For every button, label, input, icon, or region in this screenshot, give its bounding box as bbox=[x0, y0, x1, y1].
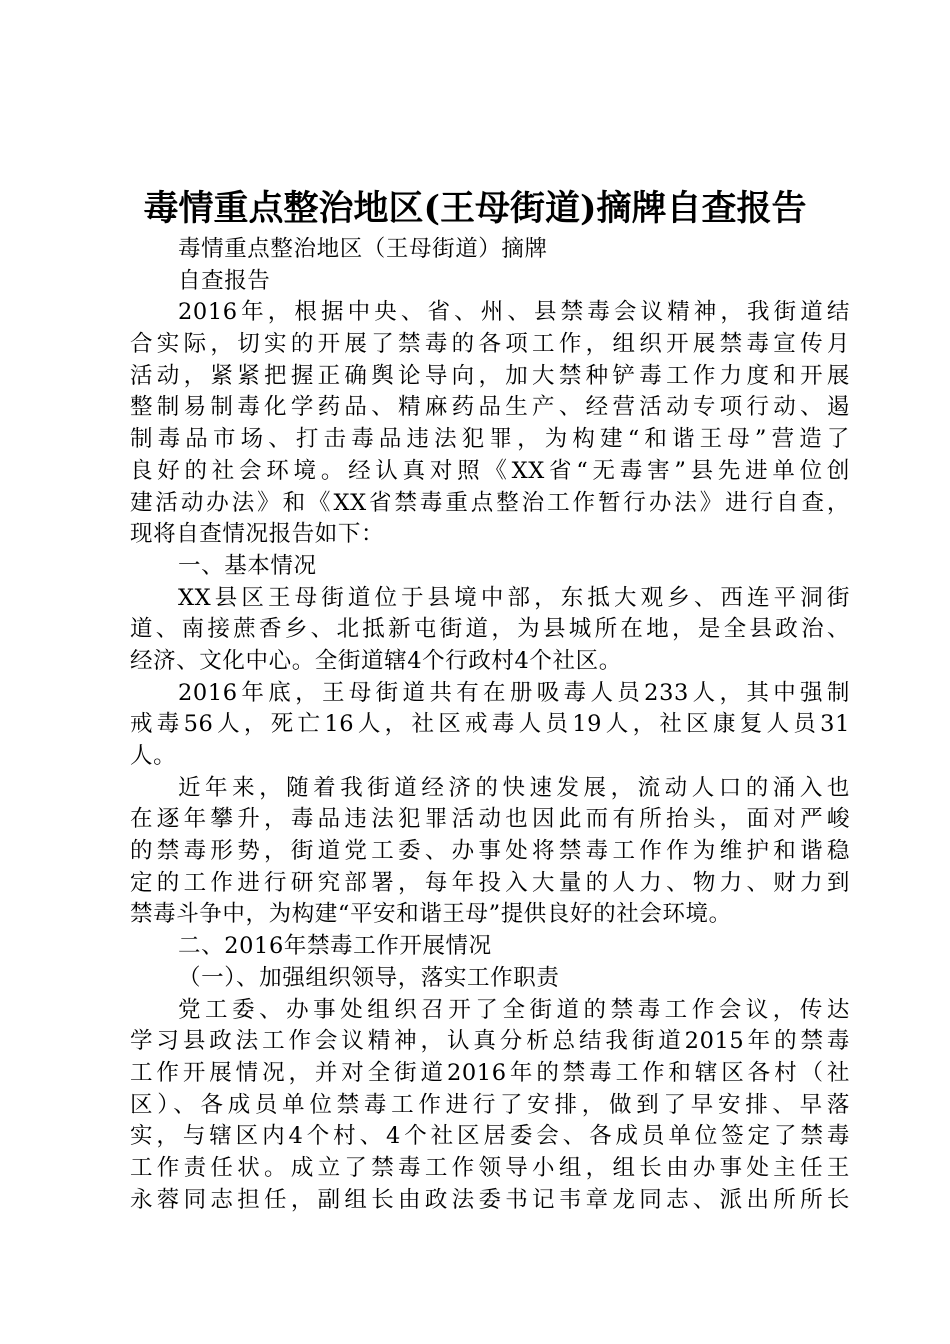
text-line: 2016年，根据中央、省、州、县禁毒会议精神，我街道结 bbox=[178, 299, 850, 326]
text-line: 经济、文化中心。全街道辖4个行政村4个社区。 bbox=[130, 647, 622, 674]
text-line: 近年来，随着我街道经济的快速发展，流动人口的涌入也 bbox=[178, 774, 850, 801]
text-line: 区）、各成员单位禁毒工作进行了安排，做到了早安排、早落 bbox=[130, 1091, 850, 1118]
text-line: 2016年底，王母街道共有在册吸毒人员233人，其中强制 bbox=[178, 679, 850, 706]
text-line: 毒情重点整治地区（王母街道）摘牌 bbox=[178, 236, 548, 262]
document-body bbox=[130, 234, 850, 1216]
text-line: 人。 bbox=[130, 743, 177, 769]
text-line: 整制易制毒化学药品、精麻药品生产、经营活动专项行动、遏 bbox=[130, 394, 850, 421]
text-line: 合实际，切实的开展了禁毒的各项工作，组织开展禁毒宣传月 bbox=[130, 331, 850, 358]
text-line: 永蓉同志担任，副组长由政法委书记韦章龙同志、派出所所长 bbox=[130, 1186, 850, 1213]
text-line: 戒毒56人，死亡16人，社区戒毒人员19人，社区康复人员31 bbox=[130, 711, 850, 738]
document-title: 毒情重点整治地区(王母街道)摘牌自查报告 bbox=[143, 188, 807, 229]
text-line: 道、南接蔗香乡、北抵新屯街道，为县城所在地，是全县政治、 bbox=[130, 616, 850, 643]
text-line: 自查报告 bbox=[178, 267, 271, 294]
text-line: 二、2016年禁毒工作开展情况 bbox=[178, 933, 492, 960]
text-line: 活动，紧紧把握正确舆论导向，加大禁种铲毒工作力度和开展 bbox=[130, 362, 850, 389]
text-line: （一）、加强组织领导，落实工作职责 bbox=[178, 964, 560, 991]
text-line: 制毒品市场、打击毒品违法犯罪，为构建“和谐王母”营造了 bbox=[130, 426, 850, 453]
text-line: 学习县政法工作会议精神，认真分析总结我街道2015年的禁毒 bbox=[130, 1028, 850, 1055]
text-line: 的禁毒形势，街道党工委、办事处将禁毒工作作为维护和谐稳 bbox=[130, 838, 850, 865]
text-line: 良好的社会环境。经认真对照《XX省“无毒害”县先进单位创 bbox=[130, 457, 850, 484]
text-line: 定的工作进行研究部署，每年投入大量的人力、物力、财力到 bbox=[130, 869, 850, 896]
text-line: 实，与辖区内4个村、4个社区居委会、各成员单位签定了禁毒 bbox=[130, 1123, 850, 1150]
text-line: 建活动办法》和《XX省禁毒重点整治工作暂行办法》进行自查， bbox=[130, 489, 850, 516]
text-line: 工作责任状。成立了禁毒工作领导小组，组长由办事处主任王 bbox=[130, 1154, 850, 1181]
text-line: 禁毒斗争中，为构建“平安和谐王母”提供良好的社会环境。 bbox=[130, 901, 732, 928]
text-line: 党工委、办事处组织召开了全街道的禁毒工作会议，传达 bbox=[178, 996, 850, 1023]
text-line: 在逐年攀升，毒品违法犯罪活动也因此而有所抬头，面对严峻 bbox=[130, 806, 850, 833]
text-line: XX县区王母街道位于县境中部，东抵大观乡、西连平洞街 bbox=[178, 584, 850, 611]
text-line: 现将自查情况报告如下： bbox=[130, 521, 385, 548]
text-line: 一、基本情况 bbox=[178, 552, 317, 579]
text-line: 工作开展情况，并对全街道2016年的禁毒工作和辖区各村（社 bbox=[130, 1059, 850, 1086]
